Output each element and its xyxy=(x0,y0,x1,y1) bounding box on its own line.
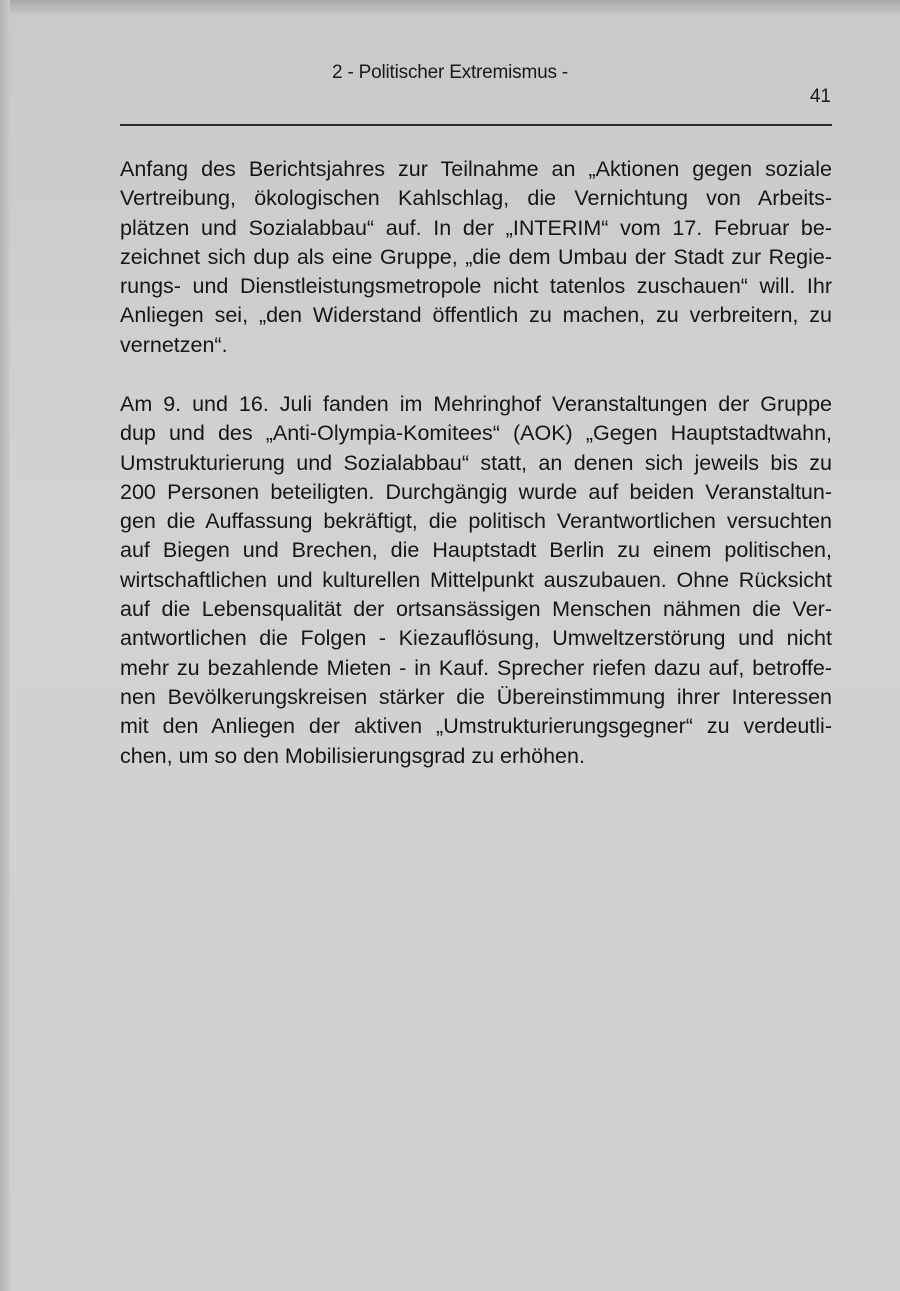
text-line: chen, um so den Mobilisierungsgrad zu erhöhen. xyxy=(120,743,585,768)
text-line: Anfang des Berichtsjahres zur Teilnahme an „Aktionen gegen soziale xyxy=(120,157,832,181)
text-line: nen Bevölkerungskreisen stärker die Übereinstimmung ihrer Interessen xyxy=(120,684,832,709)
text-line: auf Biegen und Brechen, die Hauptstadt Berlin zu einem politischen, xyxy=(120,538,832,563)
text-line: Am 9. und 16. Juli fanden im Mehringhof Veranstaltungen der Gruppe xyxy=(120,392,832,416)
text-line: Anliegen sei, „den Widerstand öffentlich zu machen, zu verbreitern, zu xyxy=(120,303,832,328)
text-line: rungs- und Dienstleistungsmetropole nicht tatenlos zuschauen“ will. Ihr xyxy=(120,274,832,299)
text-line: auf die Lebensqualität der ortsansässigen Menschen nähmen die Ver- xyxy=(120,597,832,622)
text-line: wirtschaftlichen und kulturellen Mittelpunkt auszubauen. Ohne Rücksicht xyxy=(120,567,832,592)
text-line: gen die Auffassung bekräftigt, die politisch Verantwortlichen versuchten xyxy=(120,509,832,534)
text-line: plätzen und Sozialabbau“ auf. In der „INTERIM“ vom 17. Februar be- xyxy=(120,215,832,240)
text-line: vernetzen“. xyxy=(120,332,228,357)
text-line: 200 Personen beteiligten. Durchgängig wurde auf beiden Veranstaltun- xyxy=(120,479,832,504)
text-line: Vertreibung, ökologischen Kahlschlag, die Vernichtung von Arbeits- xyxy=(120,186,832,211)
scan-edge-left xyxy=(0,0,10,1291)
text-line: antwortlichen die Folgen - Kiezauflösung, Umweltzerstörung und nicht xyxy=(120,626,832,651)
paragraph-2 xyxy=(120,390,832,771)
text-line: zeichnet sich dup als eine Gruppe, „die dem Umbau der Stadt zur Regie- xyxy=(120,244,832,269)
text-line: mit den Anliegen der aktiven „Umstrukturierungsgegner“ zu verdeutli- xyxy=(120,714,832,739)
text-line: mehr zu bezahlende Mieten - in Kauf. Sprecher riefen dazu auf, betroffe- xyxy=(120,655,832,680)
paragraph-1 xyxy=(120,155,832,360)
page-number: 41 xyxy=(809,86,831,107)
text-line: Umstrukturierung und Sozialabbau“ statt, an denen sich jeweils bis zu xyxy=(120,450,832,475)
running-header-title: 2 - Politischer Extremismus - xyxy=(332,62,568,83)
header-divider xyxy=(120,124,832,126)
scan-edge-top xyxy=(0,0,900,14)
text-line: dup und des „Anti-Olympia-Komitees“ (AOK) „Gegen Hauptstadtwahn, xyxy=(120,421,832,446)
